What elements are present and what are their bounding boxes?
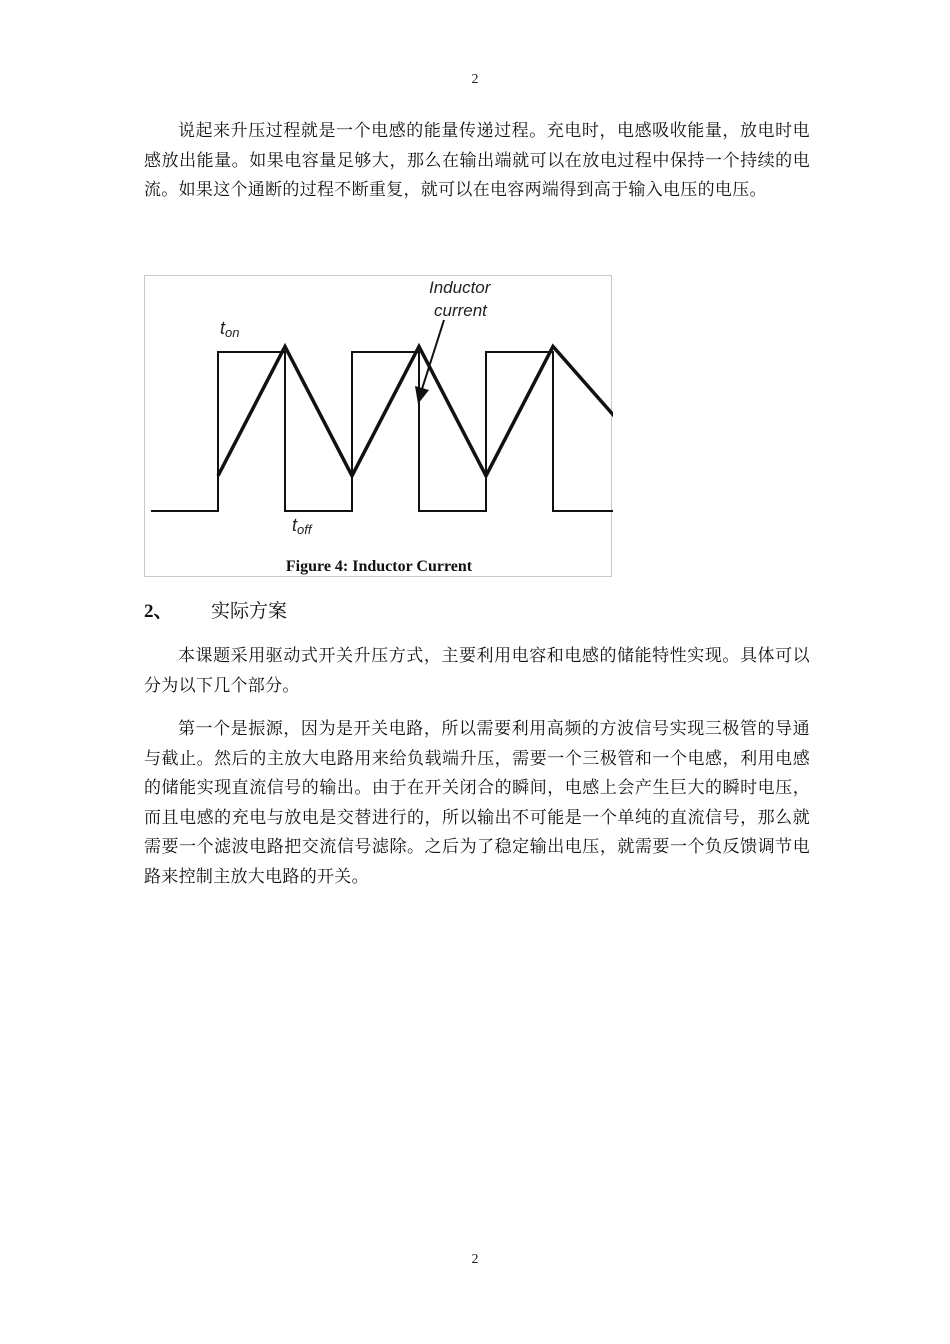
inductor-current-figure	[144, 275, 612, 577]
section-title: 实际方案	[211, 600, 288, 622]
inductor-label-line2: current	[434, 301, 487, 320]
section-number: 2、	[144, 601, 173, 622]
intro-paragraph: 说起来升压过程就是一个电感的能量传递过程。充电时，电感吸收能量，放电时电感放出能量。如果电容量足够大，那么在输出端就可以在放电过程中保持一个持续的电流。如果这个通断的过程不断重复，就可以在电容两端得到高于输入电压的电压。	[144, 121, 810, 200]
switch-signal-series	[151, 352, 613, 511]
footer-page-number: 2	[471, 1252, 479, 1267]
ton-label: ton	[220, 318, 240, 340]
figure-caption: Figure 4: Inductor Current	[285, 558, 473, 575]
switch-signal-line	[151, 352, 613, 511]
toff-label: toff	[292, 515, 312, 537]
inductor-current-chart	[145, 276, 613, 578]
inductor-label-line1: Inductor	[429, 278, 491, 297]
section-2-paragraph-1: 本课题采用驱动式开关升压方式，主要利用电容和电感的储能特性实现。具体可以分为以下几个部分。	[144, 646, 810, 696]
header-page-number: 2	[471, 72, 479, 87]
section-2-paragraph-2: 第一个是振源，因为是开关电路，所以需要利用高频的方波信号实现三极管的导通与截止。然后的主放大电路用来给负载端升压，需要一个三极管和一个电感，利用电感的储能实现直流信号的输出。由于在开关闭合的瞬间，电感上会产生巨大的瞬时电压，而且电感的充电与放电是交替进行的，所以输出不可能是一个单纯的直流信号，那么就需要一个滤波电路把交流信号滤除。之后为了稳定输出电压，就需要一个负反馈调节电路来控制主放大电路的开关。	[144, 719, 810, 887]
